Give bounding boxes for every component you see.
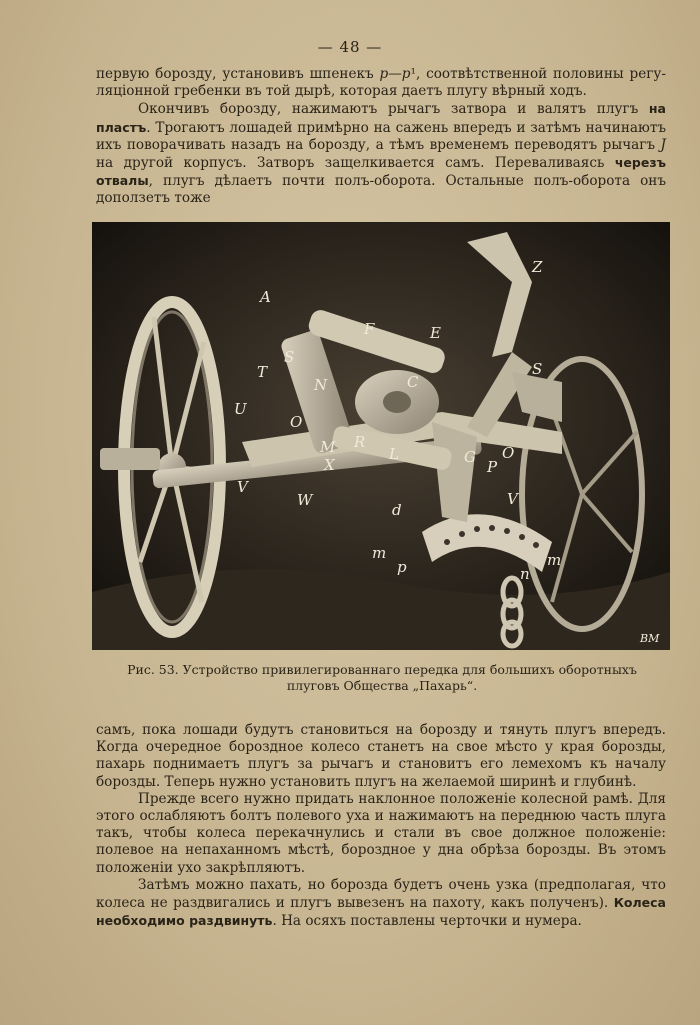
label-p: P [487,458,498,476]
caption-line-1: Рис. 53. Устройство привилегированнаго передка для большихъ оборотныхъ [127,662,637,677]
label-l: L [389,445,399,463]
text-run: ¹, соотвѣтственной половины регу-ляціонной гребенки въ той дырѣ, которая даетъ плугу вѣрный ходъ. [96,66,666,100]
text-run: первую борозду, установивъ шпенекъ [96,66,380,82]
text-run: . На осяхъ поставлены черточки и нумера. [272,913,582,930]
text-run: на другой корпусъ. Затворъ защелкивается самъ. Переваливаясь [96,155,615,172]
caption-line-2: плуговъ Общества „Пахарь“. [286,678,478,693]
figure-caption [104,662,660,694]
engraver-signature: ВМ [640,632,660,645]
paragraph [96,877,666,931]
label-d: d [392,501,402,519]
bold-run: черезъ отвалы [96,155,666,189]
text-run: , плугъ дѣлаетъ почти полъ-оборота. Остальные полъ-оборота онъ доползетъ тоже [96,173,666,207]
label-p-lower: p [397,558,407,576]
text-run: Окончивъ борозду, нажимаютъ рычагъ затвора и валятъ плугъ [138,101,649,118]
label-c: C [407,373,419,391]
label-v-left: V [237,478,248,496]
label-n-lower: n [520,565,530,583]
italic-run: J [660,136,666,153]
label-s-left: S [284,348,295,366]
bold-run: на пластъ [96,101,666,135]
label-m-right: m [547,551,562,569]
label-a: A [260,288,271,306]
top-text-block [96,66,666,208]
label-s-right: S [532,360,543,378]
label-w: W [297,491,313,509]
label-t: T [257,363,268,381]
page-number: — 48 — [317,38,383,56]
label-o-left: O [290,413,303,431]
text-run: Прежде всего нужно придать наклонное положеніе колесной рамѣ. Для этого ослабляютъ болтъ полевого уха и нажимаютъ на переднюю часть плуга такъ, чтобы колеса перекачнулись и стали въ свое должное положеніе: полевое на непаханномъ мѣстѣ, бороздное у дна обрѣза борозды. Въ этомъ положеніи ухо закрѣпляютъ. [96,790,666,876]
italic-run: p—p [379,66,411,82]
label-f: F [364,320,375,338]
bottom-text-block [96,722,666,930]
text-run: . Трогаютъ лошадей примѣрно на сажень впередъ и затѣмъ начинаютъ ихъ поворачивать назадъ на борозду, а тѣмъ временемъ переводятъ рычагъ [96,119,666,153]
label-x: X [324,456,335,474]
label-v-right: V [507,490,518,508]
label-m: M [320,438,336,456]
label-e: E [430,324,441,342]
label-m-left: m [372,544,387,562]
paragraph [96,791,666,877]
bold-run: Колеса необходимо раздвинуть [96,895,666,929]
paragraph [96,100,666,207]
label-n: N [314,376,328,394]
paragraph [96,722,666,791]
text-run: Затѣмъ можно пахать, но борозда будетъ очень узка (предполагая, что колеса не раздвигались и плугъ вывезенъ на пахоту, какъ полученъ). [96,876,666,912]
label-g: G [464,448,476,466]
label-r: R [354,433,366,451]
label-u: U [234,400,247,418]
figure-plough-photo [92,222,670,650]
text-run: самъ, пока лошади будутъ становиться на борозду и тянуть плугъ впередъ. Когда очередное бороздное колесо станетъ на свое мѣсто у края борозды, пахарь поднимаетъ плугъ за рычагъ и становитъ его лемехомъ къ началу борозды. Теперь нужно установить плугъ на желаемой ширинѣ и глубинѣ. [96,722,666,790]
plough-illustration [92,222,670,650]
paragraph [96,66,666,100]
label-z: Z [532,258,543,276]
label-o-right: O [502,444,515,462]
